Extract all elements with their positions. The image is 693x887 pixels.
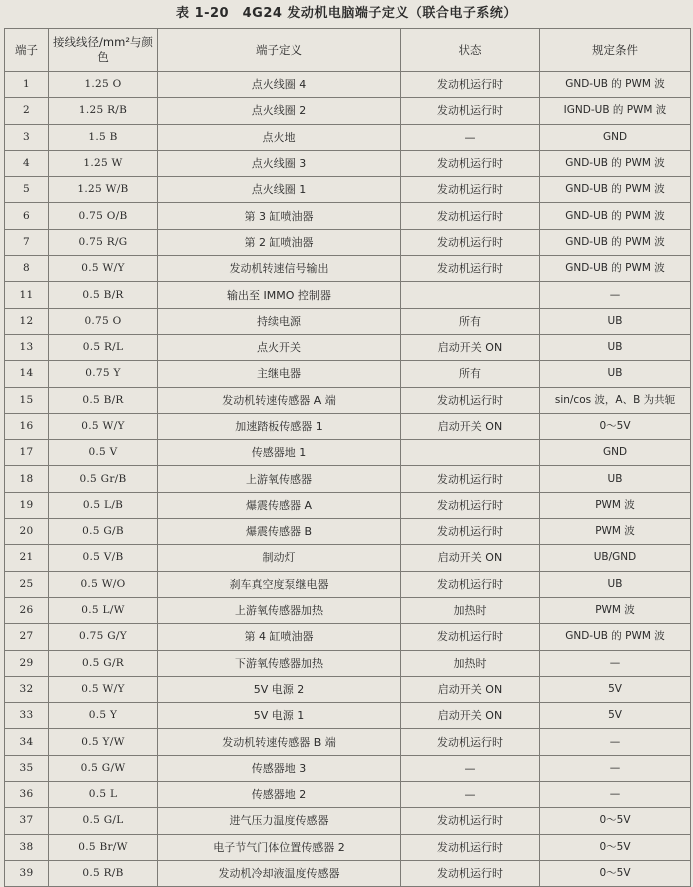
table-row xyxy=(5,624,691,650)
table-row xyxy=(5,413,691,439)
cell-wire: 0.5 Y xyxy=(49,703,158,729)
table-row xyxy=(5,492,691,518)
cell-condition: — xyxy=(540,755,691,781)
cell-wire: 0.75 O/B xyxy=(49,203,158,229)
cell-pin: 6 xyxy=(5,203,49,229)
table-row xyxy=(5,597,691,623)
cell-pin: 20 xyxy=(5,519,49,545)
cell-condition: — xyxy=(540,729,691,755)
table-row xyxy=(5,124,691,150)
cell-wire: 1.25 O xyxy=(49,72,158,98)
table-row xyxy=(5,256,691,282)
cell-condition: GND xyxy=(540,124,691,150)
cell-wire: 0.5 G/B xyxy=(49,519,158,545)
table-row xyxy=(5,177,691,203)
cell-wire: 0.5 L/B xyxy=(49,492,158,518)
cell-condition: GND-UB 的 PWM 波 xyxy=(540,624,691,650)
cell-definition: 发动机转速信号输出 xyxy=(158,256,401,282)
cell-pin: 26 xyxy=(5,597,49,623)
cell-definition: 点火线圈 3 xyxy=(158,150,401,176)
cell-condition: 5V xyxy=(540,703,691,729)
cell-condition: PWM 波 xyxy=(540,597,691,623)
cell-definition: 爆震传感器 B xyxy=(158,519,401,545)
table-row xyxy=(5,519,691,545)
cell-state: 发动机运行时 xyxy=(401,256,540,282)
cell-state: 发动机运行时 xyxy=(401,492,540,518)
cell-wire: 0.5 G/W xyxy=(49,755,158,781)
cell-wire: 0.75 G/Y xyxy=(49,624,158,650)
cell-pin: 34 xyxy=(5,729,49,755)
cell-definition: 点火线圈 1 xyxy=(158,177,401,203)
cell-pin: 35 xyxy=(5,755,49,781)
cell-pin: 16 xyxy=(5,413,49,439)
pin-definition-table xyxy=(4,28,691,887)
cell-state: 发动机运行时 xyxy=(401,519,540,545)
cell-definition: 5V 电源 2 xyxy=(158,676,401,702)
cell-wire: 0.75 O xyxy=(49,308,158,334)
cell-pin: 2 xyxy=(5,98,49,124)
cell-pin: 38 xyxy=(5,834,49,860)
cell-state: 发动机运行时 xyxy=(401,98,540,124)
cell-state: — xyxy=(401,124,540,150)
table-row xyxy=(5,466,691,492)
cell-pin: 25 xyxy=(5,571,49,597)
cell-pin: 19 xyxy=(5,492,49,518)
cell-pin: 3 xyxy=(5,124,49,150)
table-title: 表 1-20 4G24 发动机电脑端子定义（联合电子系统） xyxy=(176,6,517,21)
table-row xyxy=(5,545,691,571)
cell-pin: 18 xyxy=(5,466,49,492)
cell-state: 加热时 xyxy=(401,650,540,676)
cell-state xyxy=(401,282,540,308)
table-row xyxy=(5,229,691,255)
table-row xyxy=(5,72,691,98)
cell-definition: 第 3 缸喷油器 xyxy=(158,203,401,229)
cell-definition: 发动机转速传感器 B 端 xyxy=(158,729,401,755)
cell-pin: 1 xyxy=(5,72,49,98)
table-row xyxy=(5,860,691,886)
cell-definition: 输出至 IMMO 控制器 xyxy=(158,282,401,308)
cell-wire: 0.5 W/Y xyxy=(49,676,158,702)
cell-definition: 传感器地 1 xyxy=(158,440,401,466)
table-header-row xyxy=(5,29,691,72)
table-row xyxy=(5,808,691,834)
cell-condition: PWM 波 xyxy=(540,519,691,545)
cell-state: 发动机运行时 xyxy=(401,229,540,255)
cell-wire: 0.5 B/R xyxy=(49,282,158,308)
cell-condition: sin/cos 波，A、B 为共轭 xyxy=(540,387,691,413)
table-row xyxy=(5,203,691,229)
cell-condition: UB/GND xyxy=(540,545,691,571)
cell-state: 发动机运行时 xyxy=(401,860,540,886)
table-row xyxy=(5,334,691,360)
table-row xyxy=(5,571,691,597)
cell-condition: 0～5V xyxy=(540,834,691,860)
cell-definition: 第 4 缸喷油器 xyxy=(158,624,401,650)
table-row xyxy=(5,755,691,781)
cell-pin: 36 xyxy=(5,782,49,808)
cell-definition: 点火地 xyxy=(158,124,401,150)
cell-pin: 4 xyxy=(5,150,49,176)
cell-wire: 0.5 B/R xyxy=(49,387,158,413)
cell-wire: 0.5 G/R xyxy=(49,650,158,676)
table-row xyxy=(5,676,691,702)
cell-definition: 电子节气门体位置传感器 2 xyxy=(158,834,401,860)
cell-state: 发动机运行时 xyxy=(401,177,540,203)
cell-state: 发动机运行时 xyxy=(401,571,540,597)
cell-state: 发动机运行时 xyxy=(401,387,540,413)
cell-condition: GND-UB 的 PWM 波 xyxy=(540,72,691,98)
cell-state: 启动开关 ON xyxy=(401,545,540,571)
cell-pin: 32 xyxy=(5,676,49,702)
cell-condition: — xyxy=(540,650,691,676)
header-state: 状态 xyxy=(401,29,540,72)
cell-state: — xyxy=(401,755,540,781)
cell-condition: GND-UB 的 PWM 波 xyxy=(540,256,691,282)
cell-state xyxy=(401,440,540,466)
cell-condition: 0～5V xyxy=(540,808,691,834)
header-condition: 规定条件 xyxy=(540,29,691,72)
cell-pin: 8 xyxy=(5,256,49,282)
table-row xyxy=(5,782,691,808)
cell-wire: 1.25 W/B xyxy=(49,177,158,203)
table-row xyxy=(5,282,691,308)
cell-wire: 0.5 R/L xyxy=(49,334,158,360)
cell-condition: PWM 波 xyxy=(540,492,691,518)
table-row xyxy=(5,729,691,755)
cell-definition: 加速踏板传感器 1 xyxy=(158,413,401,439)
cell-definition: 点火线圈 4 xyxy=(158,72,401,98)
cell-pin: 11 xyxy=(5,282,49,308)
cell-wire: 0.5 Gr/B xyxy=(49,466,158,492)
cell-condition: GND-UB 的 PWM 波 xyxy=(540,229,691,255)
header-wire: 接线线径/mm²与颜色 xyxy=(49,29,158,72)
cell-wire: 0.75 R/G xyxy=(49,229,158,255)
cell-wire: 0.5 G/L xyxy=(49,808,158,834)
cell-condition: 0～5V xyxy=(540,860,691,886)
cell-definition: 主继电器 xyxy=(158,361,401,387)
cell-state: 加热时 xyxy=(401,597,540,623)
cell-wire: 0.5 V/B xyxy=(49,545,158,571)
cell-definition: 点火开关 xyxy=(158,334,401,360)
cell-wire: 1.5 B xyxy=(49,124,158,150)
cell-wire: 0.5 W/Y xyxy=(49,413,158,439)
cell-state: 发动机运行时 xyxy=(401,150,540,176)
cell-wire: 1.25 R/B xyxy=(49,98,158,124)
cell-condition: — xyxy=(540,782,691,808)
table-row xyxy=(5,98,691,124)
cell-pin: 13 xyxy=(5,334,49,360)
cell-wire: 0.5 W/O xyxy=(49,571,158,597)
cell-pin: 29 xyxy=(5,650,49,676)
cell-wire: 0.5 Y/W xyxy=(49,729,158,755)
table-row xyxy=(5,703,691,729)
table-row xyxy=(5,834,691,860)
cell-wire: 0.75 Y xyxy=(49,361,158,387)
cell-condition: IGND-UB 的 PWM 波 xyxy=(540,98,691,124)
cell-definition: 制动灯 xyxy=(158,545,401,571)
cell-definition: 5V 电源 1 xyxy=(158,703,401,729)
cell-wire: 1.25 W xyxy=(49,150,158,176)
cell-definition: 传感器地 3 xyxy=(158,755,401,781)
cell-condition: — xyxy=(540,282,691,308)
cell-definition: 第 2 缸喷油器 xyxy=(158,229,401,255)
cell-wire: 0.5 V xyxy=(49,440,158,466)
cell-state: — xyxy=(401,782,540,808)
cell-state: 发动机运行时 xyxy=(401,466,540,492)
cell-definition: 上游氧传感器加热 xyxy=(158,597,401,623)
cell-condition: 0～5V xyxy=(540,413,691,439)
cell-definition: 点火线圈 2 xyxy=(158,98,401,124)
cell-pin: 39 xyxy=(5,860,49,886)
cell-pin: 7 xyxy=(5,229,49,255)
cell-pin: 15 xyxy=(5,387,49,413)
cell-definition: 上游氧传感器 xyxy=(158,466,401,492)
cell-definition: 发动机转速传感器 A 端 xyxy=(158,387,401,413)
cell-definition: 发动机冷却液温度传感器 xyxy=(158,860,401,886)
cell-condition: GND-UB 的 PWM 波 xyxy=(540,150,691,176)
cell-pin: 17 xyxy=(5,440,49,466)
cell-pin: 37 xyxy=(5,808,49,834)
cell-state: 发动机运行时 xyxy=(401,729,540,755)
cell-state: 启动开关 ON xyxy=(401,413,540,439)
cell-wire: 0.5 L xyxy=(49,782,158,808)
table-row xyxy=(5,387,691,413)
table-row xyxy=(5,440,691,466)
cell-definition: 下游氧传感器加热 xyxy=(158,650,401,676)
cell-condition: UB xyxy=(540,334,691,360)
table-row xyxy=(5,650,691,676)
cell-pin: 21 xyxy=(5,545,49,571)
cell-state: 发动机运行时 xyxy=(401,834,540,860)
cell-condition: UB xyxy=(540,466,691,492)
cell-condition: GND xyxy=(540,440,691,466)
cell-state: 发动机运行时 xyxy=(401,624,540,650)
table-row xyxy=(5,308,691,334)
cell-condition: GND-UB 的 PWM 波 xyxy=(540,177,691,203)
cell-pin: 27 xyxy=(5,624,49,650)
cell-definition: 进气压力温度传感器 xyxy=(158,808,401,834)
cell-state: 启动开关 ON xyxy=(401,676,540,702)
cell-wire: 0.5 W/Y xyxy=(49,256,158,282)
cell-state: 所有 xyxy=(401,308,540,334)
cell-pin: 12 xyxy=(5,308,49,334)
cell-wire: 0.5 L/W xyxy=(49,597,158,623)
cell-definition: 爆震传感器 A xyxy=(158,492,401,518)
cell-wire: 0.5 Br/W xyxy=(49,834,158,860)
table-row xyxy=(5,150,691,176)
header-definition: 端子定义 xyxy=(158,29,401,72)
cell-condition: GND-UB 的 PWM 波 xyxy=(540,203,691,229)
cell-state: 发动机运行时 xyxy=(401,72,540,98)
header-pin: 端子 xyxy=(5,29,49,72)
table-body xyxy=(5,72,691,887)
cell-condition: UB xyxy=(540,571,691,597)
cell-wire: 0.5 R/B xyxy=(49,860,158,886)
cell-condition: UB xyxy=(540,308,691,334)
cell-pin: 33 xyxy=(5,703,49,729)
cell-pin: 5 xyxy=(5,177,49,203)
cell-state: 发动机运行时 xyxy=(401,203,540,229)
cell-state: 启动开关 ON xyxy=(401,703,540,729)
cell-definition: 刹车真空度泵继电器 xyxy=(158,571,401,597)
cell-definition: 持续电源 xyxy=(158,308,401,334)
cell-condition: UB xyxy=(540,361,691,387)
table-row xyxy=(5,361,691,387)
cell-condition: 5V xyxy=(540,676,691,702)
cell-state: 发动机运行时 xyxy=(401,808,540,834)
cell-state: 所有 xyxy=(401,361,540,387)
cell-definition: 传感器地 2 xyxy=(158,782,401,808)
cell-pin: 14 xyxy=(5,361,49,387)
cell-state: 启动开关 ON xyxy=(401,334,540,360)
